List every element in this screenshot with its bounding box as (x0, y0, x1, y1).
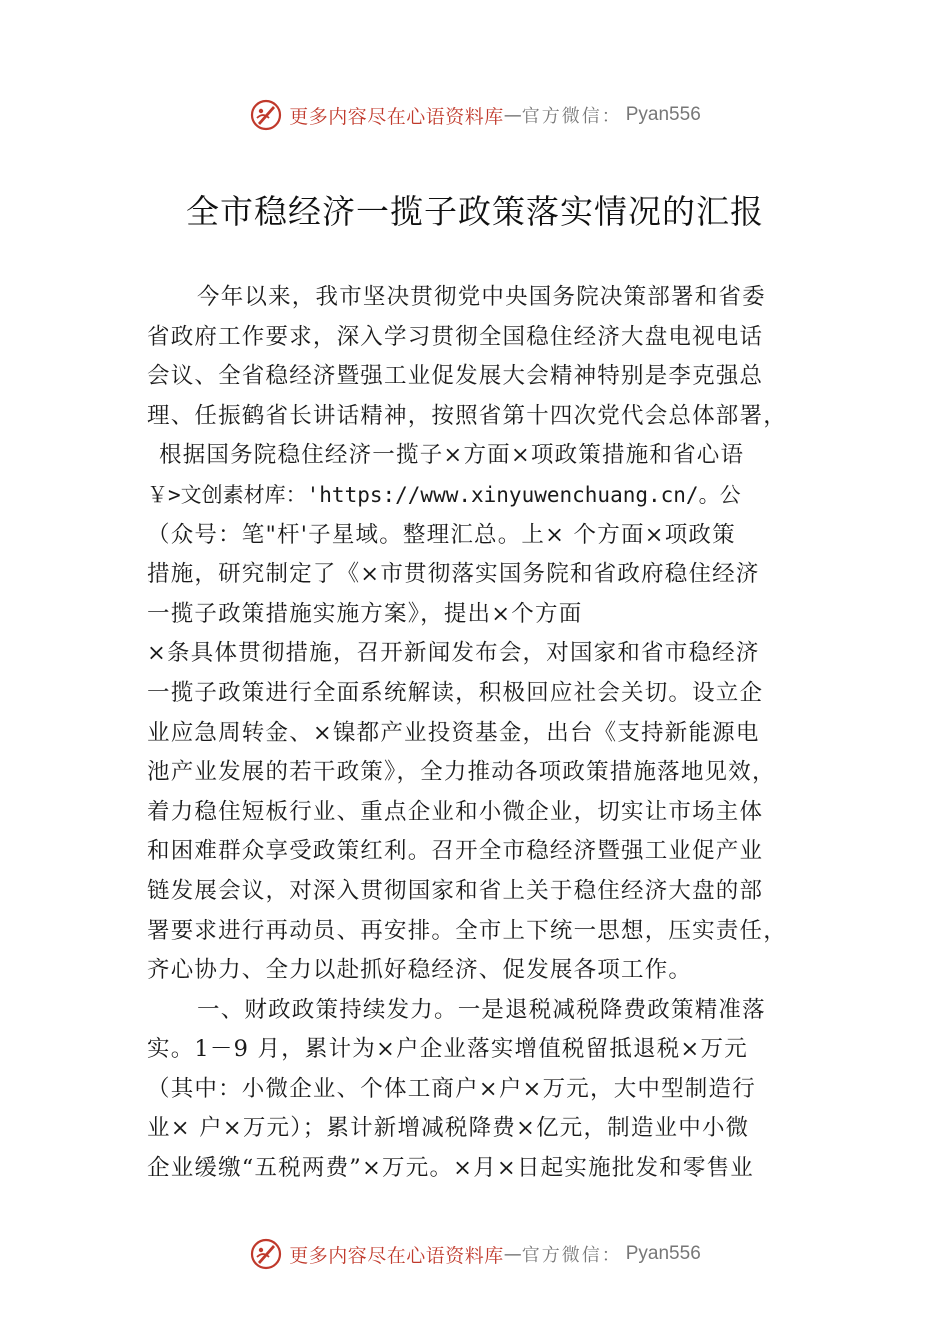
body-line: 着力稳住短板行业、重点企业和小微企业，切实让市场主体 (147, 798, 764, 825)
body-line: 会议、全省稳经济暨强工业促发展大会精神特别是李克强总 (147, 363, 764, 390)
body-line: 业× 户×万元）；累计新增减税降费×亿元，制造业中小微 (147, 1115, 750, 1142)
banner-wechat-label: 官方微信： (521, 1245, 622, 1266)
banner-site-name: 更多内容尽在心语资料库 (289, 1244, 504, 1267)
body-line: 根据国务院稳住经济一揽子×方面×项政策措施和省心语 (159, 442, 745, 469)
body-line: 池产业发展的若干政策》，全力推动各项政策措施落地见效， (147, 759, 776, 786)
body-line: ×条具体贯彻措施，召开新闻发布会，对国家和省市稳经济 (147, 640, 760, 667)
body-line: 一揽子政策进行全面系统解读，积极回应社会关切。设立企 (147, 679, 764, 706)
banner-wechat-label: 官方微信： (521, 106, 622, 127)
body-line: 一、财政政策持续发力。一是退税减税降费政策精准落 (197, 996, 766, 1023)
body-line: 理、任振鹤省长讲话精神，按照省第十四次党代会总体部署， (147, 402, 787, 429)
footer-banner (0, 1234, 950, 1274)
document-body (147, 278, 827, 1189)
document-title: 全市稳经济一揽子政策落实情况的汇报 (186, 192, 764, 231)
body-line: 一揽子政策措施实施方案》，提出×个方面 (147, 600, 583, 627)
body-line: 省政府工作要求，深入学习贯彻全国稳住经济大盘电视电话 (147, 323, 764, 350)
body-line: 措施，研究制定了《×市贯彻落实国务院和省政府稳住经济 (147, 561, 760, 588)
header-banner (0, 95, 950, 135)
banner-wechat-id: Pyan556 (625, 104, 701, 125)
body-line: 企业缓缴“五税两费”×万元。×月×日起实施批发和零售业 (147, 1155, 754, 1182)
body-line: 业应急周转金、×镍都产业投资基金，出台《支持新能源电 (147, 719, 760, 746)
body-line: ￥>文创素材库：'https://www.xinyuwenchuang.cn/。公 (147, 482, 741, 507)
quill-seal-icon (249, 98, 283, 132)
body-line: 今年以来，我市坚决贯彻党中央国务院决策部署和省委 (197, 284, 766, 310)
banner-wechat-id: Pyan556 (625, 1243, 701, 1264)
body-line: （众号：笔"杆'子星域。整理汇总。上× 个方面×项政策 (147, 521, 736, 548)
banner-dash: — (503, 1243, 522, 1265)
banner-site-name: 更多内容尽在心语资料库 (289, 105, 504, 128)
body-line: 实。1－9 月，累计为×户企业落实增值税留抵退税×万元 (147, 1036, 748, 1063)
body-line: （其中：小微企业、个体工商户×户×万元，大中型制造行 (147, 1075, 756, 1102)
banner-dash: — (503, 104, 522, 126)
body-line: 署要求进行再动员、再安排。全市上下统一思想，压实责任， (147, 917, 787, 944)
quill-seal-icon (249, 1237, 283, 1271)
body-line: 和困难群众享受政策红利。召开全市稳经济暨强工业促产业 (147, 838, 764, 865)
body-line: 链发展会议，对深入贯彻国家和省上关于稳住经济大盘的部 (147, 877, 764, 904)
body-line: 齐心协力、全力以赴抓好稳经济、促发展各项工作。 (147, 957, 693, 984)
